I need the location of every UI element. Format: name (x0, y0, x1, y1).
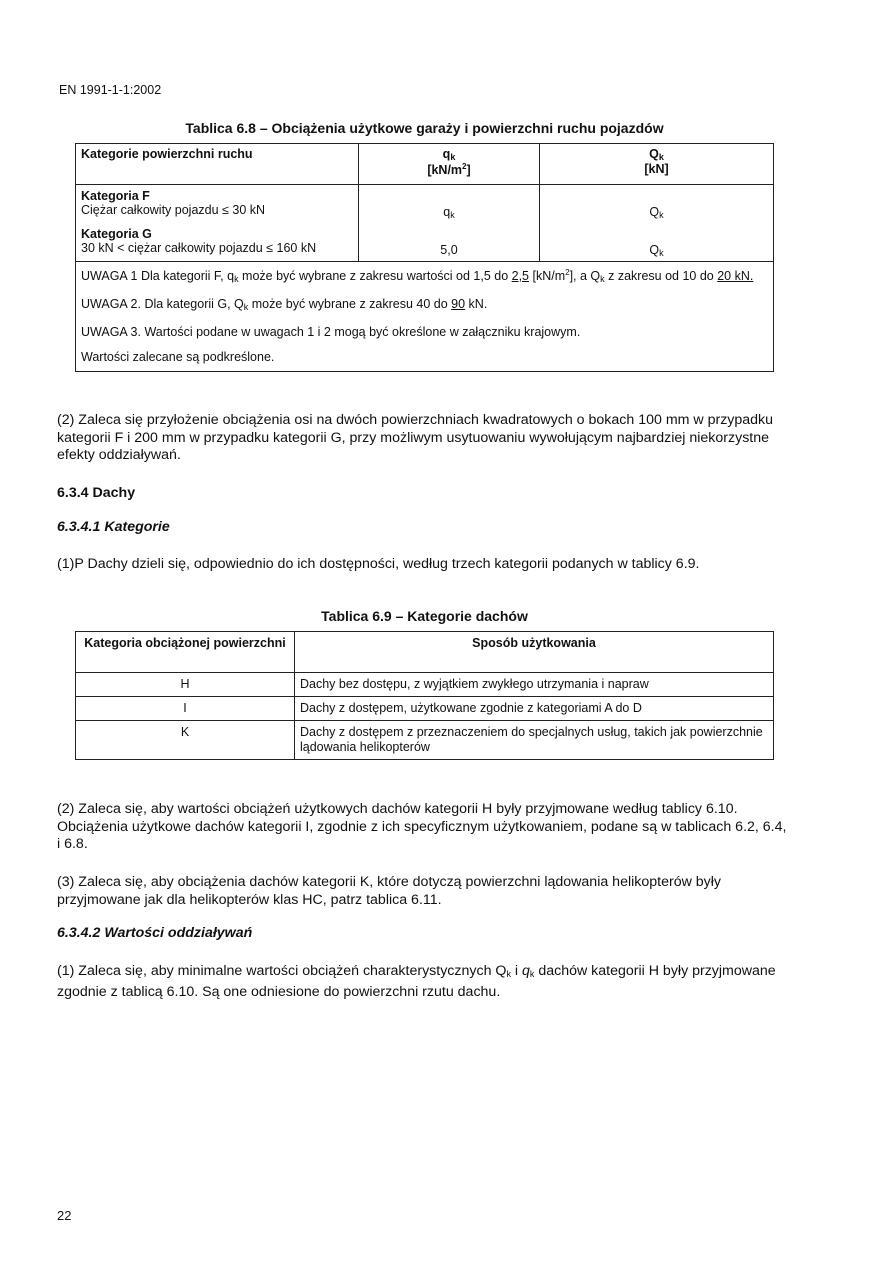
table-6-8 (75, 143, 774, 372)
paragraph-2-roof-loads: (2) Zaleca się, aby wartości obciążeń użytkowych dachów kategorii H były przyjmowane według tablicy 6.10. Obciążenia użytkowe dachów kategorii I, zgodnie z ich specyficznym użytkowaniem, podane są w tablicach 6.2, 6.4, i 6.8. (57, 801, 787, 852)
table-note-2: UWAGA 2. Dla kategorii G, $Q_k$ może być wybrane z zakresu 40 do 90 kN. (76, 293, 774, 321)
section-heading-6-3-4: 6.3.4 Dachy (57, 485, 136, 501)
paragraph-3-helicopter-loads: (3) Zaleca się, aby obciążenia dachów kategorii K, które dotyczą powierzchni lądowania helikopterów były przyjmowane jak dla helikopterów klas HC, patrz tablica 6.11. (57, 874, 722, 908)
header-cell-Qk: $Q_k$ [kN] (540, 144, 774, 185)
category-f-qk: $q_k$ (359, 185, 540, 224)
table-6-8-caption: Tablica 6.8 – Obciążenia użytkowe garaży i powierzchni ruchu pojazdów (185, 120, 664, 136)
header-cell-qk: $q_k$ $[kN/m^2]$ (359, 144, 540, 185)
table-row: K Dachy z dostępem z przeznaczeniem do specjalnych usług, takich jak powierzchnie lądowania helikopterów (76, 721, 774, 760)
table-row-category-g (76, 223, 774, 262)
table-header-row (76, 632, 774, 673)
table-6-9 (75, 631, 774, 760)
table-note-4: Wartości zalecane są podkreślone. (76, 346, 774, 372)
table-6-9-caption: Tablica 6.9 – Kategorie dachów (321, 608, 528, 624)
table-row-category-f (76, 185, 774, 224)
section-heading-6-3-4-1: 6.3.4.1 Kategorie (57, 519, 170, 535)
header-cell-category: Kategorie powierzchni ruchu (76, 144, 359, 185)
paragraph-1p-roof-categories: (1)P Dachy dzieli się, odpowiednio do ich dostępności, według trzech kategorii podanych w tablicy 6.9. (57, 556, 700, 572)
header-cell-load-category: Kategoria obciążonej powierzchni (76, 632, 295, 673)
category-g-Qk: $Q_k$ (540, 223, 774, 262)
category-g-cell: Kategoria G 30 kN < ciężar całkowity pojazdu ≤ 160 kN (76, 223, 359, 262)
section-heading-6-3-4-2: 6.3.4.2 Wartości oddziaływań (57, 925, 253, 941)
category-f-Qk: $Q_k$ (540, 185, 774, 224)
paragraph-2-axle-load: (2) Zaleca się przyłożenie obciążenia osi na dwóch powierzchniach kwadratowych o bokach 100 mm w przypadku kategorii F i 200 mm w przypadku kategorii G, przy możliwym usytuowaniu wywołującym najbardziej niekorzystne efekty oddziaływań. (57, 412, 774, 463)
table-note-3: UWAGA 3. Wartości podane w uwagach 1 i 2 mogą być określone w załączniku krajowym. (76, 321, 774, 346)
table-header-row (76, 144, 774, 185)
category-f-cell: Kategoria F Ciężar całkowity pojazdu ≤ 30 kN (76, 185, 359, 224)
paragraph-1-minimal-values: (1) Zaleca się, aby minimalne wartości obciążeń charakterystycznych $Q_k$ i $q_k$ dachów kategorii H były przyjmowane zgodnie z tablicą 6.10. Są one odniesione do powierzchni rzutu dachu. (57, 963, 776, 1000)
document-header: EN 1991-1-1:2002 (59, 83, 162, 97)
page-number: 22 (57, 1208, 72, 1223)
table-row: I Dachy z dostępem, użytkowane zgodnie z kategoriami A do D (76, 697, 774, 721)
category-g-qk: 5,0 (359, 223, 540, 262)
table-row: H Dachy bez dostępu, z wyjątkiem zwykłego utrzymania i napraw (76, 673, 774, 697)
header-cell-usage: Sposób użytkowania (295, 632, 774, 673)
table-note-1: UWAGA 1 Dla kategorii F, $q_k$ może być wybrane z zakresu wartości od 1,5 do 2,5 $[kN/m^2]$, a $Q_k$ z zakresu od 10 do 20 kN. (76, 262, 774, 294)
